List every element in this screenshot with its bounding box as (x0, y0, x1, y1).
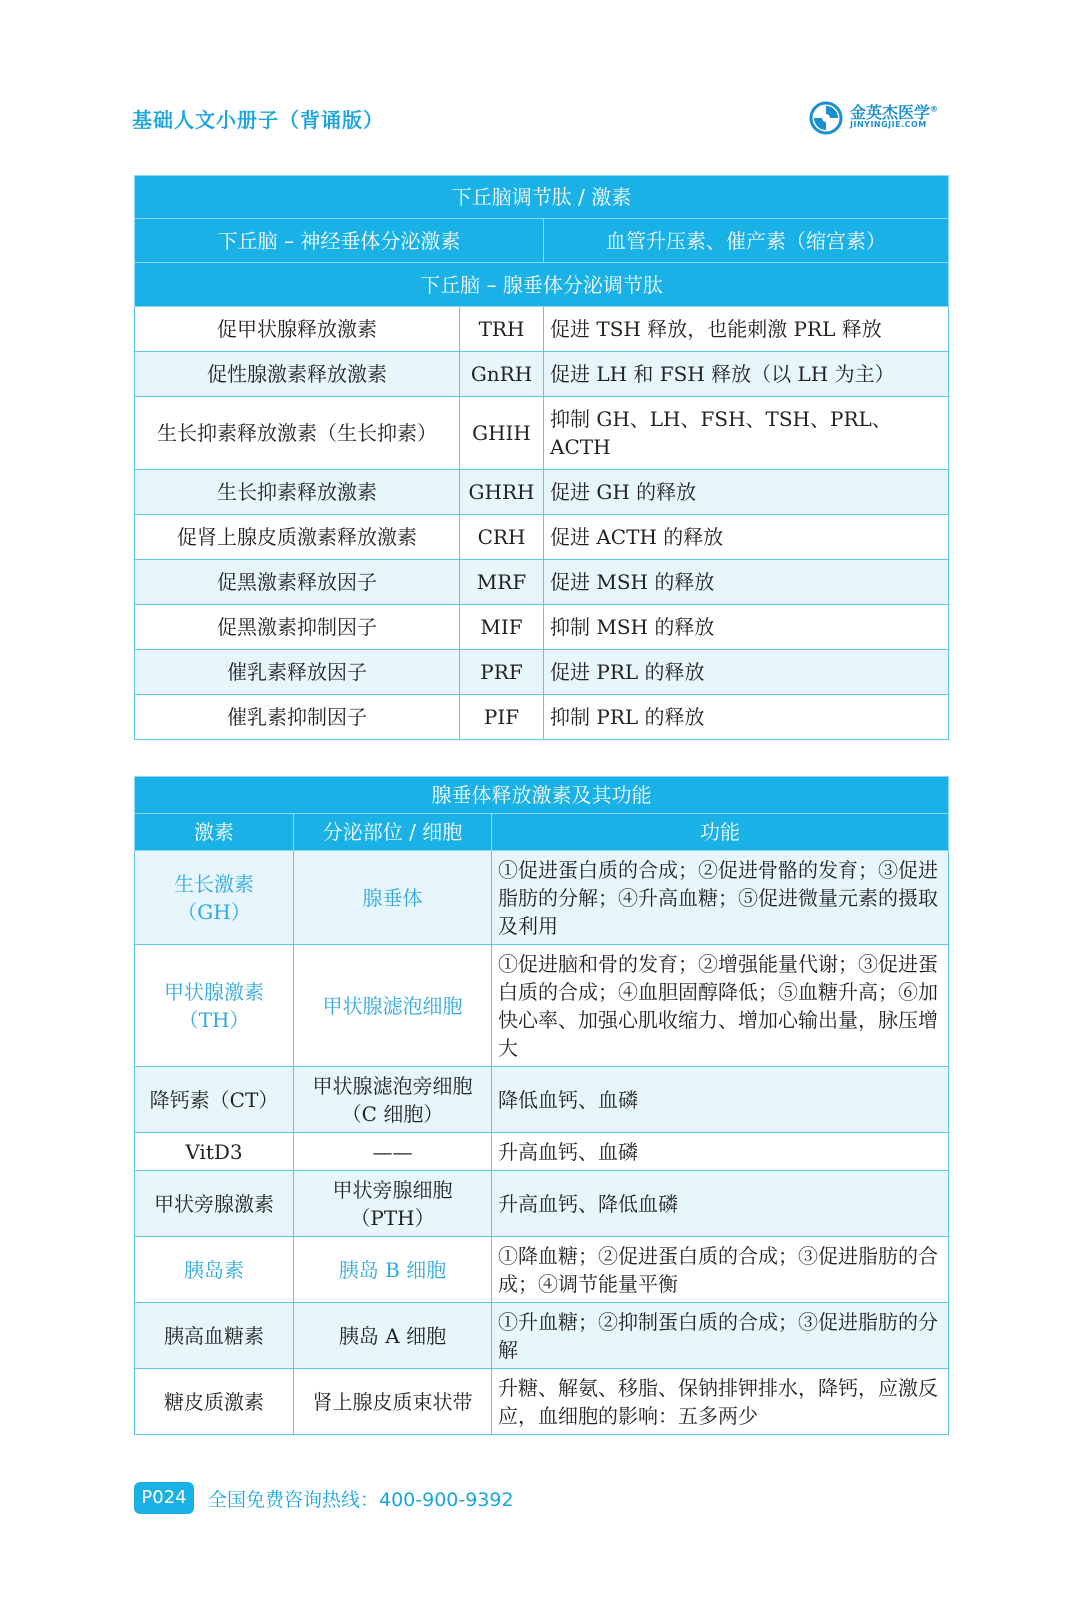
secretion-site: 胰岛 B 细胞 (294, 1237, 492, 1303)
hormone-name: 糖皮质激素 (135, 1369, 294, 1435)
secretion-site: 肾上腺皮质束状带 (294, 1369, 492, 1435)
hormone-name: 催乳素释放因子 (135, 650, 460, 695)
hormone-name: 促甲状腺释放激素 (135, 307, 460, 352)
table1-neurohypophysis-label: 下丘脑 – 神经垂体分泌激素 (135, 219, 544, 263)
table-row (135, 1171, 949, 1237)
logo-swirl-icon (808, 100, 844, 136)
table-row (135, 605, 949, 650)
hormone-function: ①促进脑和骨的发育；②增强能量代谢；③促进蛋白质的合成；④血胆固醇降低；⑤血糖升高；⑥加快心率、加强心肌收缩力、增加心输出量，脉压增大 (492, 945, 949, 1067)
table-row (135, 560, 949, 605)
hormone-name: 胰岛素 (135, 1237, 294, 1303)
hormone-name: 生长激素 （GH） (135, 851, 294, 945)
table-row (135, 945, 949, 1067)
hormone-function: 升高血钙、降低血磷 (492, 1171, 949, 1237)
hormone-function: 升糖、解氨、移脂、保钠排钾排水，降钙，应激反应，血细胞的影响：五多两少 (492, 1369, 949, 1435)
hormone-name: 胰高血糖素 (135, 1303, 294, 1369)
hormone-effect: 促进 MSH 的释放 (544, 560, 949, 605)
hormone-effect: 抑制 GH、LH、FSH、TSH、PRL、ACTH (544, 397, 949, 470)
hormone-effect: 抑制 MSH 的释放 (544, 605, 949, 650)
secretion-site: —— (294, 1133, 492, 1171)
hypothalamic-peptides-table (134, 175, 949, 740)
hormone-abbr: MIF (460, 605, 544, 650)
hormone-name: 生长抑素释放激素 (135, 470, 460, 515)
hormone-effect: 促进 PRL 的释放 (544, 650, 949, 695)
table-row (135, 307, 949, 352)
table-row (135, 1369, 949, 1435)
column-header-function: 功能 (492, 814, 949, 851)
table1-title: 下丘脑调节肽 / 激素 (135, 176, 949, 219)
hormone-effect: 促进 GH 的释放 (544, 470, 949, 515)
table-row (135, 650, 949, 695)
hormone-effect: 促进 TSH 释放，也能刺激 PRL 释放 (544, 307, 949, 352)
hormone-name: 降钙素（CT） (135, 1067, 294, 1133)
hormone-function: 降低血钙、血磷 (492, 1067, 949, 1133)
book-title: 基础人文小册子（背诵版） (132, 108, 384, 132)
table1-neurohypophysis-hormones: 血管升压素、催产素（缩宫素） (544, 219, 949, 263)
hormone-function: ①降血糖；②促进蛋白质的合成；③促进脂肪的合成；④调节能量平衡 (492, 1237, 949, 1303)
table-row (135, 851, 949, 945)
hormone-effect: 促进 ACTH 的释放 (544, 515, 949, 560)
column-header-site: 分泌部位 / 细胞 (294, 814, 492, 851)
hormone-function: 升高血钙、血磷 (492, 1133, 949, 1171)
table-row (135, 1237, 949, 1303)
column-header-hormone: 激素 (135, 814, 294, 851)
table1-subtitle: 下丘脑 – 腺垂体分泌调节肽 (135, 263, 949, 307)
hormone-abbr: PRF (460, 650, 544, 695)
hormone-abbr: MRF (460, 560, 544, 605)
table-row (135, 695, 949, 740)
hormone-abbr: GnRH (460, 352, 544, 397)
table-row (135, 470, 949, 515)
hormone-abbr: GHRH (460, 470, 544, 515)
secretion-site: 甲状腺滤泡旁细胞（C 细胞） (294, 1067, 492, 1133)
table-row (135, 515, 949, 560)
hormone-name: 催乳素抑制因子 (135, 695, 460, 740)
hormone-name: 甲状旁腺激素 (135, 1171, 294, 1237)
hormone-name: 促黑激素抑制因子 (135, 605, 460, 650)
table-row (135, 1067, 949, 1133)
hormone-name: 促肾上腺皮质激素释放激素 (135, 515, 460, 560)
hormone-function: ①促进蛋白质的合成；②促进骨骼的发育；③促进脂肪的分解；④升高血糖；⑤促进微量元素的摄取及利用 (492, 851, 949, 945)
logo-text: 金英杰医学® (850, 103, 939, 122)
hormone-abbr: GHIH (460, 397, 544, 470)
hormone-abbr: TRH (460, 307, 544, 352)
table2-title: 腺垂体释放激素及其功能 (135, 777, 949, 814)
secretion-site: 甲状旁腺细胞（PTH） (294, 1171, 492, 1237)
logo-url: JINYINGJIE.COM (850, 120, 927, 129)
table-row (135, 1133, 949, 1171)
hormone-effect: 抑制 PRL 的释放 (544, 695, 949, 740)
pituitary-hormones-table (134, 776, 949, 1435)
hormone-name: 生长抑素释放激素（生长抑素） (135, 397, 460, 470)
hormone-abbr: PIF (460, 695, 544, 740)
hormone-name: 促性腺激素释放激素 (135, 352, 460, 397)
hormone-effect: 促进 LH 和 FSH 释放（以 LH 为主） (544, 352, 949, 397)
table-row (135, 352, 949, 397)
hormone-name: 促黑激素释放因子 (135, 560, 460, 605)
hormone-function: ①升血糖；②抑制蛋白质的合成；③促进脂肪的分解 (492, 1303, 949, 1369)
hotline-text: 全国免费咨询热线：400-900-9392 (208, 1489, 514, 1511)
table-row (135, 1303, 949, 1369)
hormone-name: VitD3 (135, 1133, 294, 1171)
secretion-site: 腺垂体 (294, 851, 492, 945)
hormone-name: 甲状腺激素 （TH） (135, 945, 294, 1067)
hormone-abbr: CRH (460, 515, 544, 560)
secretion-site: 胰岛 A 细胞 (294, 1303, 492, 1369)
secretion-site: 甲状腺滤泡细胞 (294, 945, 492, 1067)
page-number-badge: P024 (134, 1482, 194, 1514)
table-row (135, 397, 949, 470)
brand-logo (808, 98, 958, 138)
